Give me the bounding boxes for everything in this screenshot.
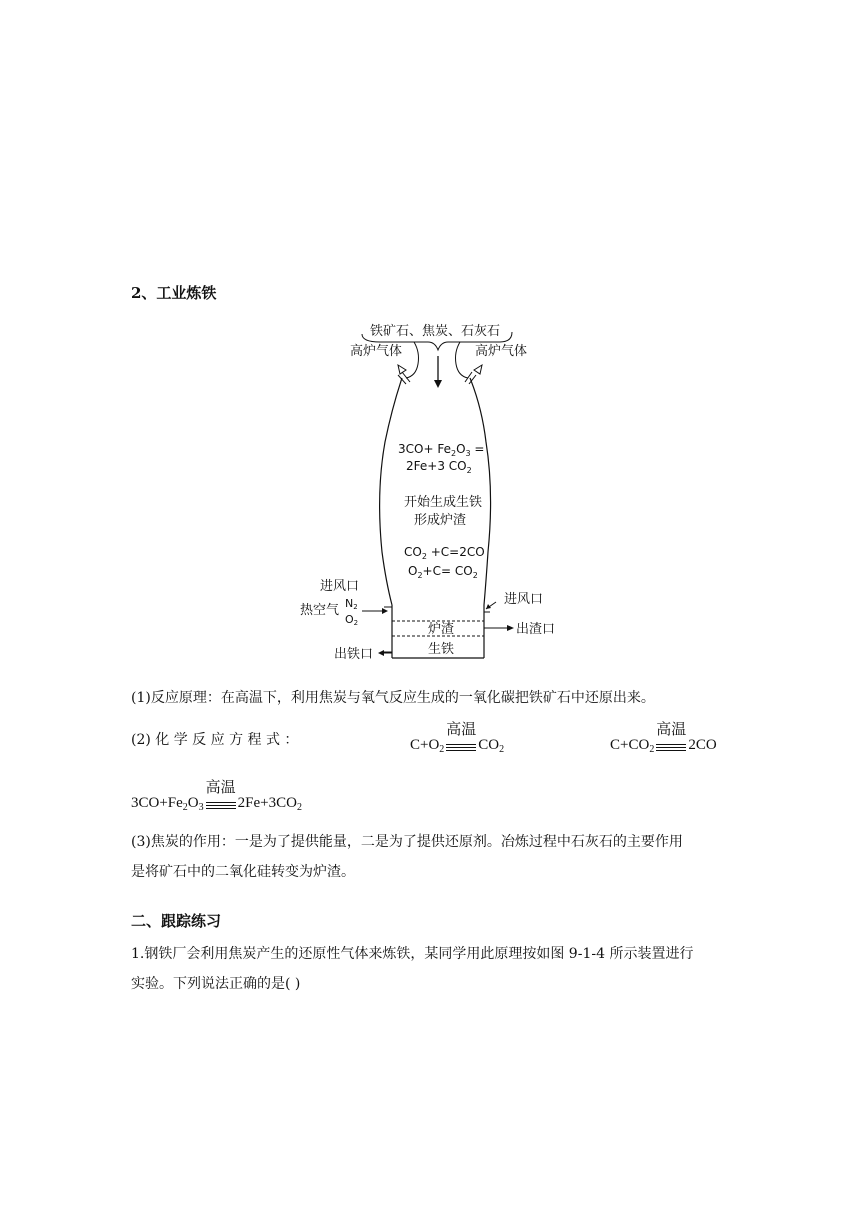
paragraph-coke-role-line2: 是将矿石中的二氧化硅转变为炉渣。 [131, 864, 355, 880]
top-label: 铁矿石、焦炭、石灰石 [370, 324, 501, 339]
svg-text:CO2 +C=2CO [404, 545, 485, 561]
hot-air-label: 热空气 [300, 603, 340, 618]
svg-text:O2 [345, 613, 358, 627]
left-curl [406, 342, 419, 378]
furnace-eq3: O [408, 564, 418, 578]
hot-air-arrow-head [382, 608, 388, 614]
furnace-eq3-sub2: 2 [472, 571, 478, 580]
question-1-line1: 1.钢铁厂会利用焦炭产生的还原性气体来炼铁，某同学用此原理按如图 9-1-4 所示装置进行 [131, 946, 694, 962]
eq1-left: C+O [410, 737, 440, 753]
n2-sub: 2 [353, 603, 358, 611]
furnace-eq3-rest: +C= CO [422, 564, 473, 578]
svg-text:O2+C= CO2 [408, 564, 478, 580]
pig-iron-label: 生铁 [428, 642, 455, 657]
eq1-condition-text: 高温 [446, 720, 477, 738]
svg-text:2Fe+3 CO2 [406, 459, 472, 475]
furnace-eq2-sub: 2 [421, 552, 427, 561]
left-gas-arrow [398, 365, 406, 374]
furnace-left-wall [380, 378, 402, 605]
furnace-eq1-mid: O [456, 442, 466, 456]
feed-arrow-head [434, 380, 442, 388]
n2-label: N [345, 597, 354, 610]
o2-label: O [345, 613, 354, 626]
o2-sub: 2 [353, 619, 359, 627]
furnace-eq1-part: 3CO+ Fe [398, 442, 451, 456]
gas-right-label: 高炉气体 [475, 344, 528, 359]
eq3-mid: O [187, 795, 199, 811]
slag-outlet-label: 出渣口 [516, 622, 556, 637]
section-title: 2、工业炼铁 [131, 284, 217, 302]
gas-left-label: 高炉气体 [350, 344, 403, 359]
right-gas-arrow [474, 365, 482, 374]
eq3-right-sub: 2 [296, 802, 302, 813]
eq3-right: 2Fe+3CO [237, 795, 297, 811]
right-tuyere [484, 612, 490, 618]
paragraph-equations-label: (2) 化 学 反 应 方 程 式 ： [131, 732, 299, 748]
iron-out-arrow-head [378, 650, 384, 656]
furnace-text-slag: 形成炉渣 [414, 513, 467, 528]
eq1-condition [444, 720, 478, 754]
section2-title: 二、跟踪练习 [131, 912, 222, 930]
furnace-eq1-end: = [470, 442, 485, 456]
furnace-eq2: CO [404, 545, 422, 559]
furnace-eq3-sub: 2 [417, 571, 423, 580]
furnace-eq1-line2: 2Fe+3 CO [406, 459, 467, 473]
iron-outlet-label: 出铁口 [334, 647, 374, 662]
eq1-right: CO [478, 737, 500, 753]
eq2-right: 2CO [688, 737, 717, 753]
eq2-left-sub: 2 [649, 744, 655, 755]
furnace-eq1-line2-sub: 2 [466, 466, 472, 475]
slag-label: 炉渣 [428, 622, 455, 637]
furnace-text-pig-iron: 开始生成生铁 [404, 495, 483, 510]
eq1-left-sub: 2 [439, 744, 445, 755]
eq3-sub2: 3 [198, 802, 204, 813]
equation-1 [410, 720, 505, 755]
eq3-left: 3CO+Fe [131, 795, 183, 811]
equation-3 [131, 778, 302, 813]
inlet-right-label: 进风口 [504, 592, 544, 607]
blast-furnace-diagram [290, 312, 570, 668]
eq3-condition [204, 778, 238, 812]
equation-2 [610, 720, 717, 755]
furnace-eq1-sub2: 3 [465, 449, 471, 458]
slag-out-arrow-head [507, 625, 514, 631]
eq3-condition-text: 高温 [205, 778, 236, 796]
question-1-line2: 实验。下列说法正确的是( ) [131, 976, 301, 992]
eq2-left: C+CO [610, 737, 650, 753]
eq2-condition [654, 720, 688, 754]
eq2-condition-text: 高温 [656, 720, 687, 738]
eq1-right-sub: 2 [499, 744, 505, 755]
svg-text:3CO+ Fe2O3 = [398, 442, 484, 458]
paragraph-coke-role-line1: (3)焦炭的作用：一是为了提供能量，二是为了提供还原剂。冶炼过程中石灰石的主要作用 [131, 834, 683, 850]
eq3-sub1: 2 [182, 802, 188, 813]
paragraph-reaction-principle: (1)反应原理：在高温下，利用焦炭与氧气反应生成的一氧化碳把铁矿石中还原出来。 [131, 690, 655, 706]
svg-text:N2 [345, 597, 358, 611]
inlet-left-label: 进风口 [320, 579, 360, 594]
furnace-eq1-sub: 2 [450, 449, 457, 458]
right-curl [456, 342, 469, 378]
furnace-eq2-rest: +C=2CO [426, 545, 485, 559]
